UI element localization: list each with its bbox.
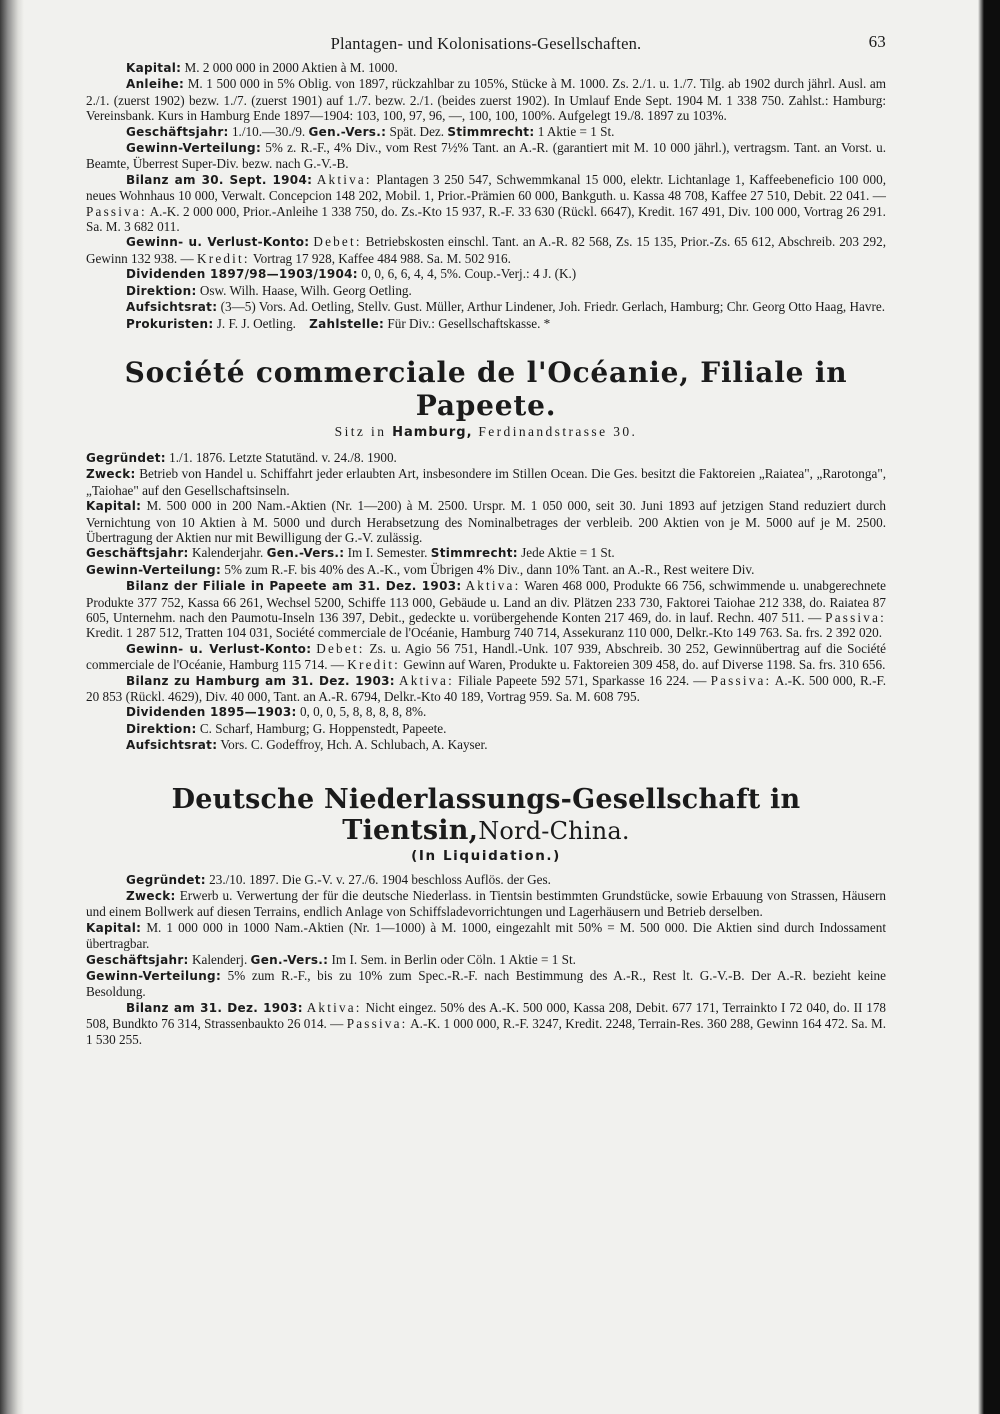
entry-kapital <box>86 498 886 545</box>
entry-gegruendet <box>86 872 886 888</box>
entry-geschaeftsjahr <box>86 124 886 140</box>
label-prokuristen: Prokuristen: <box>126 316 214 331</box>
label-bilanz: Bilanz am 30. Sept. 1904: <box>126 172 313 187</box>
text-geschaeftsjahr: Kalenderjahr. <box>191 545 264 561</box>
liquidation-note: (In Liquidation.) <box>411 847 561 864</box>
label-bilanz: Bilanz am 31. Dez. 1903: <box>126 1000 303 1015</box>
text-gegruendet: 23./10. 1897. Die G.-V. v. 27./6. 1904 beschloss Auflös. der Ges. <box>209 871 551 887</box>
label-gewinn-verteilung: Gewinn-Verteilung: <box>126 141 262 156</box>
label-stimmrecht: Stimmrecht: <box>430 546 518 561</box>
text-aktiva: Nicht eingez. 50% des A.-K. 500 000, Kassa 208, Debit. 677 171, Terrainkto I 72 040, do. II 178 508, Bundkto 76 314, Strassenbaukto 26 014. — <box>86 999 887 1032</box>
label-aktiva: Aktiva: <box>398 672 454 688</box>
text-gegruendet: 1./1. 1876. Letzte Statutänd. v. 24./8. 1900. <box>169 449 397 465</box>
running-head <box>86 28 886 60</box>
label-passiva: Passiva: <box>710 672 772 688</box>
label-passiva: Passiva: <box>825 609 886 625</box>
entry-gewinn-verteilung <box>86 968 886 1000</box>
entry-anleihe <box>86 76 886 123</box>
label-kapital: Kapital: <box>86 499 142 514</box>
text-direktion: C. Scharf, Hamburg; G. Hoppenstedt, Papeete. <box>199 720 447 736</box>
label-zweck: Zweck: <box>86 467 136 482</box>
entry-zweck <box>86 888 886 920</box>
entry-bilanz-hamburg <box>86 673 886 705</box>
text-stimmrecht: 1 Aktie = 1 St. <box>537 123 615 139</box>
label-stimmrecht: Stimmrecht: <box>447 124 535 139</box>
entry-gewinn-verteilung <box>86 140 886 172</box>
label-zahlstelle: Zahlstelle: <box>309 316 385 331</box>
company-title-tientsin <box>86 784 886 846</box>
label-gegruendet: Gegründet: <box>86 450 166 465</box>
text-aktiva: Waren 468 000, Produkte 66 756, schwimmende u. unabgerechnete Produkte 377 752, Kassa 66 261, Wechsel 5200, Schiffe 113 000, Gebäude u. Land an div. Plätzen 233 730, Faktorei Taiohae 212 338, do. Raiatea 87 605, Unternehm. nach den Paumotu-Inseln 136 397, Debit., gedeckte u. vorübergehende Konten 217 469, do. in lauf. Rechn. 407 511. — <box>86 578 886 625</box>
label-gegruendet: Gegründet: <box>126 872 206 887</box>
entry-gewinn-verteilung <box>86 562 886 578</box>
text-passiva: A.-K. 1 000 000, R.-F. 3247, Kredit. 2248, Terrain-Res. 360 288, Gewinn 164 472. Sa. M. 1 530 255. <box>86 1016 886 1047</box>
text-gewinn-verteilung: 5% zum R.-F. bis 40% des A.-K., vom Übrigen 4% Div., dann 10% Tant. an A.-R., Rest weitere Div. <box>224 561 755 577</box>
subtitle-pre: Sitz in <box>334 423 387 439</box>
text-geschaeftsjahr: Kalenderj. <box>191 951 248 967</box>
text-debet: Zs. u. Agio 56 751, Handl.-Unk. 107 939, Abschreib. 30 252, Gewinnübertrag auf die Société commerciale de l'Océanie, Hamburg 115 714. — <box>86 640 886 673</box>
text-genvers: Im I. Semester. <box>347 545 428 561</box>
label-direktion: Direktion: <box>126 721 197 736</box>
label-kredit: Kredit: <box>347 657 401 673</box>
title-main: Deutsche Niederlassungs-Gesellschaft in Tientsin, <box>171 783 801 846</box>
text-passiva: Kredit. 1 287 512, Tratten 104 031, Société commerciale de l'Océanie, Hamburg 740 714, Assekuranz 110 000, Delkr.-Kto 149 763. Sa. frs. 2 392 020. <box>86 625 883 641</box>
label-geschaeftsjahr: Geschäftsjahr: <box>86 952 189 967</box>
entry-dividenden <box>86 704 886 720</box>
text-kredit: Vortrag 17 928, Kaffee 484 988. Sa. M. 502 916. <box>252 250 511 266</box>
label-genvers: Gen.-Vers.: <box>266 546 345 561</box>
text-kapital: M. 1 000 000 in 1000 Nam.-Aktien (Nr. 1—1000) à M. 1000, eingezahlt mit 50% = M. 500 000. Die Aktien sind durch Indossament übertragbar. <box>86 919 887 952</box>
label-kapital: Kapital: <box>86 920 142 935</box>
entry-geschaeftsjahr <box>86 952 886 968</box>
running-head-title: Plantagen- und Kolonisations-Gesellschaften. <box>330 34 642 53</box>
text-dividenden: 0, 0, 6, 6, 4, 4, 5%. Coup.-Verj.: 4 J. (K.) <box>361 266 577 282</box>
title-tail: Nord-China. <box>478 816 630 845</box>
text-kapital: M. 2 000 000 in 2000 Aktien à M. 1000. <box>184 60 398 75</box>
label-bilanz-hamburg: Bilanz zu Hamburg am 31. Dez. 1903: <box>126 673 395 688</box>
entry-gegruendet <box>86 450 886 466</box>
text-stimmrecht: Jede Aktie = 1 St. <box>521 545 615 561</box>
label-aktiva: Aktiva: <box>465 578 521 594</box>
label-gewinn-verlust: Gewinn- u. Verlust-Konto: <box>126 235 310 250</box>
entry-gewinn-verlust <box>86 234 886 266</box>
label-direktion: Direktion: <box>126 283 197 298</box>
text-aufsichtsrat: Vors. C. Godeffroy, Hch. A. Schlubach, A. Kayser. <box>220 737 488 753</box>
label-gewinn-verteilung: Gewinn-Verteilung: <box>86 969 222 984</box>
text-aufsichtsrat: (3—5) Vors. Ad. Oetling, Stellv. Gust. Müller, Arthur Lindener, Joh. Friedr. Gerlach, Hamburg; Chr. Georg Otto Haag, Havre. <box>220 299 886 315</box>
text-gewinn-verteilung: 5% zum R.-F., bis zu 10% zum Spec.-R.-F. nach Bestimmung des A.-R., Rest lt. G.-V.-B. Der A.-R. bezieht keine Besoldung. <box>86 968 887 1000</box>
entry-aufsichtsrat <box>86 299 886 315</box>
label-genvers: Gen.-Vers.: <box>308 124 387 139</box>
text-dividenden: 0, 0, 0, 5, 8, 8, 8, 8, 8%. <box>299 704 427 720</box>
text-anleihe: M. 1 500 000 in 5% Oblig. von 1897, rückzahlbar zu 105%, Stücke à M. 1000. Zs. 2./1. u. 1./7. Tilg. ab 1902 durch jährl. Ausl. am 2./1. (zuerst 1902) bezw. 1./7. (zuerst 1901) auf 1./7. bezw. 2./1. (beides zuerst 1902). In Umlauf Ende Sept. 1904 M. 1 338 750. Zahlst.: Hamburg: Vereinsbank. Kurs in Hamburg Ende 1897—1904: 103, 100, 97, 96, —, 100, 100, 100%. Aufgelegt 19./8. 1897 zu 103%. <box>86 76 887 124</box>
label-dividenden: Dividenden 1897/98—1903/1904: <box>126 267 358 282</box>
entry-kapital <box>86 920 886 952</box>
page-number: 63 <box>868 32 886 51</box>
text-gewinn-verteilung: 5% z. R.-F., 4% Div., vom Rest 7½% Tant. an A.-R. (garantiert mit M. 10 000 jährl.), vertragsm. Tant. an Vorst. u. Beamte, Überrest Super-Div. bezw. nach G.-V.-B. <box>86 140 886 172</box>
label-geschaeftsjahr: Geschäftsjahr: <box>126 124 229 139</box>
entry-bilanz <box>86 1000 886 1047</box>
label-gewinn-verlust: Gewinn- u. Verlust-Konto: <box>126 641 312 656</box>
label-aufsichtsrat: Aufsichtsrat: <box>126 300 218 315</box>
text-zweck: Erwerb u. Verwertung der für die deutsche Niederlass. in Tientsin bestimmten Grundstücke, sowie Erbauung von Strassen, Häusern und einem Bollwerk auf diesen Terrains, endlich Anlage von Schiffsladevorrichtungen und Lagerhäusern und Betrieb derselben. <box>86 888 887 920</box>
section-continuation <box>86 60 886 332</box>
label-passiva: Passiva: <box>346 1016 408 1032</box>
entry-kapital <box>86 60 886 76</box>
label-kredit: Kredit: <box>197 250 250 266</box>
label-bilanz-papeete: Bilanz der Filiale in Papeete am 31. Dez. 1903: <box>126 579 462 594</box>
page-content <box>86 28 886 1047</box>
entry-prokuristen <box>86 316 886 332</box>
text-zweck: Betrieb von Handel u. Schiffahrt jeder erlaubten Art, insbesondere im Stillen Ocean. Die Ges. besitzt die Faktoreien „Raiatea", „Rarotonga", „Taiohae" auf den Gesellschaftsinseln. <box>86 466 886 498</box>
text-passiva: A.-K. 2 000 000, Prior.-Anleihe 1 338 750, do. Zs.-Kto 15 937, R.-F. 33 630 (Rückl. 6647), Kredit. 167 491, Div. 100 000, Vortrag 26 291. Sa. M. 3 682 011. <box>86 203 886 235</box>
label-genvers: Gen.-Vers.: <box>250 952 329 967</box>
text-direktion: Osw. Wilh. Haase, Wilh. Georg Oetling. <box>199 282 412 298</box>
text-aktiva: Plantagen 3 250 547, Schwemmkanal 15 000, elektr. Lichtanlage 1, Kaffeebeneficio 100 000, neues Wohnhaus 10 000, Verwalt. Concepcion 148 202, Mobil. 1, Prior.-Prämien 60 000, Bankguth. u. Kassa 48 708, Kaffee 27 510, Debit. 22 041. — <box>86 171 887 204</box>
page-gutter-shadow <box>0 0 24 1414</box>
label-aktiva: Aktiva: <box>316 171 372 187</box>
label-passiva: Passiva: <box>86 203 147 219</box>
text-prokuristen: J. F. J. Oetling. <box>216 315 296 331</box>
label-dividenden: Dividenden 1895—1903: <box>126 705 297 720</box>
label-kapital: Kapital: <box>126 61 182 75</box>
entry-dividenden <box>86 266 886 282</box>
text-kapital: M. 500 000 in 200 Nam.-Aktien (Nr. 1—200) à M. 2500. Urspr. M. 1 050 000, seit 30. Juni 1893 auf jetzigen Stand reduziert durch Vernichtung von 10 Aktien à M. 5000 und durch Herabsetzung des Nominalbetrages der verbleib. 200 Aktien von je M. 5000 auf je M. 2500. Übertragung der Aktien nur mit Bewilligung der G.-V. zulässig. <box>86 498 887 545</box>
text-aktiva: Filiale Papeete 592 571, Sparkasse 16 224. — <box>458 672 707 688</box>
scan-edge <box>978 0 1000 1414</box>
entry-bilanz <box>86 172 886 235</box>
label-debet: Debet: <box>316 640 365 656</box>
label-aktiva: Aktiva: <box>306 999 362 1015</box>
label-gewinn-verteilung: Gewinn-Verteilung: <box>86 562 222 577</box>
text-kredit: Gewinn auf Waren, Produkte u. Faktoreien 309 458, do. auf Diverse 1198. Sa. frs. 310 656. <box>403 657 886 673</box>
label-zweck: Zweck: <box>126 889 176 904</box>
company-title-societe: Société commerciale de l'Océanie, Filiale in Papeete. <box>124 355 848 422</box>
text-zahlstelle: Für Div.: Gesellschaftskasse. * <box>387 315 551 331</box>
text-debet: Betriebskosten einschl. Tant. an A.-R. 82 568, Zs. 15 135, Prior.-Zs. 65 612, Abschreib. 203 292, Gewinn 132 938. — <box>86 234 886 266</box>
text-genvers: Spät. Dez. <box>389 123 445 139</box>
entry-direktion <box>86 721 886 737</box>
subtitle-post: Ferdinandstrasse 30. <box>478 423 638 439</box>
label-aufsichtsrat: Aufsichtsrat: <box>126 738 218 753</box>
section-societe <box>86 450 886 754</box>
entry-bilanz-papeete <box>86 578 886 641</box>
section-tientsin <box>86 872 886 1047</box>
text-passiva: A.-K. 500 000, R.-F. 20 853 (Rückl. 4629), Div. 40 000, Tant. an A.-R. 6794, Delkr.-Kto 40 189, Vortrag 959. Sa. M. 608 795. <box>86 672 887 704</box>
text-geschaeftsjahr: 1./10.—30./9. <box>231 123 306 139</box>
label-anleihe: Anleihe: <box>126 77 185 92</box>
entry-aufsichtsrat <box>86 737 886 753</box>
subtitle-city: Hamburg, <box>392 424 473 440</box>
entry-gewinn-verlust <box>86 641 886 673</box>
text-genvers: Im I. Sem. in Berlin oder Cöln. <box>331 951 496 967</box>
text-stimmrecht: 1 Aktie = 1 St. <box>499 951 576 967</box>
entry-zweck <box>86 466 886 498</box>
label-debet: Debet: <box>313 234 362 250</box>
company-subtitle-societe <box>86 424 886 440</box>
entry-geschaeftsjahr <box>86 545 886 561</box>
entry-direktion <box>86 283 886 299</box>
label-geschaeftsjahr: Geschäftsjahr: <box>86 546 189 561</box>
